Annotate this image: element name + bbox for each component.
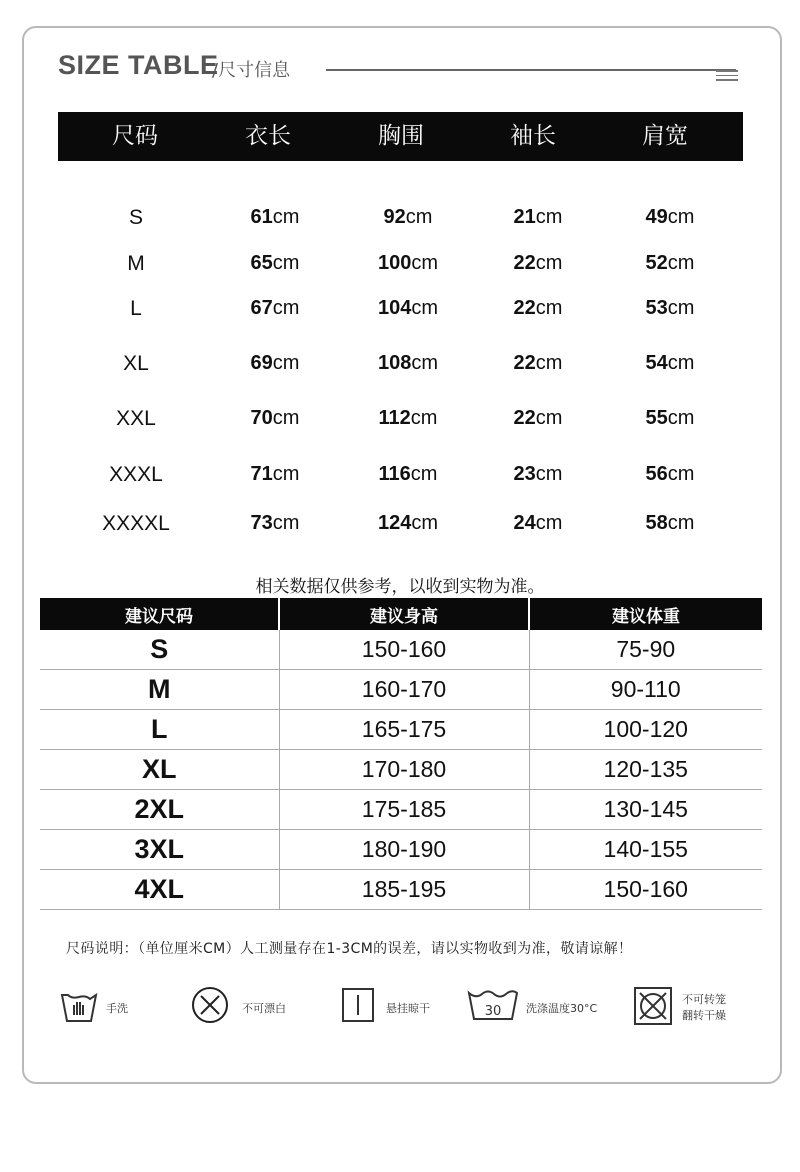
care-label-wash-30: 洗涤温度30°C bbox=[526, 1002, 598, 1015]
care-label-no-tumble-2: 翻转干燥 bbox=[682, 1009, 726, 1022]
title-chinese: /尺寸信息 bbox=[212, 60, 291, 81]
title-divider bbox=[326, 69, 736, 71]
measure-cell-sleeve: 23cm bbox=[513, 463, 563, 485]
wash-temp-text: 30 bbox=[484, 1004, 502, 1019]
recommend-cell-size: 4XL bbox=[40, 870, 279, 910]
recommend-row bbox=[40, 630, 762, 670]
recommend-row bbox=[40, 670, 762, 710]
measure-table-header bbox=[58, 112, 743, 161]
recommend-cell-height: 160-170 bbox=[279, 670, 529, 710]
recommend-cell-height: 165-175 bbox=[279, 710, 529, 750]
measure-cell-length: 69cm bbox=[250, 352, 300, 374]
col-length: 衣长 bbox=[245, 123, 291, 149]
measure-row bbox=[58, 463, 743, 493]
col-chest: 胸围 bbox=[378, 123, 424, 149]
recommend-row bbox=[40, 790, 762, 830]
recommend-cell-height: 180-190 bbox=[279, 830, 529, 870]
care-no-bleach bbox=[190, 985, 286, 1035]
measure-cell-chest: 112cm bbox=[378, 407, 438, 429]
measure-cell-length: 73cm bbox=[250, 512, 300, 534]
menu-icon bbox=[716, 70, 738, 84]
measure-cell-chest: 100cm bbox=[377, 252, 439, 274]
measure-cell-size: XXXL bbox=[109, 463, 163, 486]
measure-cell-size: XL bbox=[123, 352, 149, 375]
col-size: 尺码 bbox=[112, 123, 158, 149]
reference-note: 相关数据仅供参考，以收到实物为准。 bbox=[255, 577, 545, 597]
measure-cell-sleeve: 22cm bbox=[513, 297, 563, 319]
recommend-table bbox=[40, 598, 762, 910]
measure-cell-size: S bbox=[128, 206, 143, 229]
measure-cell-chest: 116cm bbox=[378, 463, 438, 485]
measure-row bbox=[58, 206, 743, 236]
measure-cell-length: 67cm bbox=[250, 297, 300, 319]
no-tumble-dry-icon bbox=[632, 985, 674, 1027]
recommend-cell-weight: 150-160 bbox=[529, 870, 762, 910]
measure-row bbox=[58, 352, 743, 382]
title-english: SIZE TABLE bbox=[58, 50, 219, 80]
recommend-cell-weight: 130-145 bbox=[529, 790, 762, 830]
recommend-cell-size: 2XL bbox=[40, 790, 279, 830]
recommend-row bbox=[40, 750, 762, 790]
no-bleach-icon bbox=[190, 985, 230, 1025]
measure-row bbox=[58, 512, 743, 542]
recommend-cell-height: 175-185 bbox=[279, 790, 529, 830]
measure-cell-sleeve: 24cm bbox=[513, 512, 563, 534]
recommend-cell-weight: 75-90 bbox=[529, 630, 762, 670]
measure-cell-sleeve: 22cm bbox=[513, 352, 563, 374]
recommend-cell-height: 150-160 bbox=[279, 630, 529, 670]
measure-cell-size: M bbox=[127, 252, 145, 275]
care-hang-dry bbox=[340, 985, 430, 1035]
measure-cell-sleeve: 22cm bbox=[513, 407, 563, 429]
measure-cell-shoulder: 58cm bbox=[645, 512, 695, 534]
measure-cell-size: XXXXL bbox=[102, 512, 170, 535]
recommend-cell-size: M bbox=[40, 670, 279, 710]
size-card bbox=[22, 26, 782, 1084]
measure-cell-shoulder: 55cm bbox=[645, 407, 695, 429]
measure-cell-shoulder: 49cm bbox=[645, 206, 695, 228]
measure-cell-chest: 124cm bbox=[377, 512, 439, 534]
hang-dry-icon bbox=[340, 985, 376, 1025]
measure-row bbox=[58, 407, 743, 437]
care-label-hang-dry: 悬挂晾干 bbox=[386, 1002, 430, 1015]
care-label-hand-wash: 手洗 bbox=[106, 1002, 128, 1015]
hand-wash-icon bbox=[58, 985, 100, 1027]
recommend-cell-height: 170-180 bbox=[279, 750, 529, 790]
size-footnote: 尺码说明：（单位厘米CM）人工测量存在1-3CM的误差，请以实物收到为准，敬请谅解！ bbox=[66, 941, 633, 957]
recommend-cell-size: S bbox=[40, 630, 279, 670]
measure-cell-size: L bbox=[130, 297, 142, 320]
recommend-cell-weight: 140-155 bbox=[529, 830, 762, 870]
recommend-cell-size: 3XL bbox=[40, 830, 279, 870]
wash-30-icon bbox=[466, 985, 520, 1025]
measure-cell-length: 65cm bbox=[250, 252, 300, 274]
care-label-no-bleach: 不可漂白 bbox=[242, 1002, 286, 1015]
care-no-tumble-dry bbox=[632, 985, 726, 1035]
recommend-cell-height: 185-195 bbox=[279, 870, 529, 910]
measure-cell-shoulder: 52cm bbox=[645, 252, 695, 274]
col-rec-height: 建议身高 bbox=[279, 598, 529, 630]
measure-cell-size: XXL bbox=[116, 407, 156, 430]
measure-cell-sleeve: 22cm bbox=[513, 252, 563, 274]
col-rec-weight: 建议体重 bbox=[529, 598, 762, 630]
recommend-cell-size: L bbox=[40, 710, 279, 750]
care-label-no-tumble-1: 不可转笼 bbox=[682, 993, 726, 1006]
measure-cell-shoulder: 56cm bbox=[645, 463, 695, 485]
col-shoulder: 肩宽 bbox=[642, 123, 688, 149]
col-sleeve: 袖长 bbox=[510, 123, 556, 149]
measure-cell-length: 61cm bbox=[250, 206, 300, 228]
measure-cell-length: 70cm bbox=[250, 407, 300, 429]
measure-cell-sleeve: 21cm bbox=[513, 206, 563, 228]
care-wash-30 bbox=[466, 985, 598, 1035]
recommend-row bbox=[40, 870, 762, 910]
measure-row bbox=[58, 252, 743, 282]
measure-row bbox=[58, 297, 743, 327]
col-rec-size: 建议尺码 bbox=[40, 598, 279, 630]
measure-cell-shoulder: 54cm bbox=[645, 352, 695, 374]
recommend-cell-weight: 120-135 bbox=[529, 750, 762, 790]
measure-cell-chest: 92cm bbox=[383, 206, 433, 228]
measure-cell-chest: 104cm bbox=[377, 297, 439, 319]
measure-cell-length: 71cm bbox=[250, 463, 300, 485]
recommend-cell-size: XL bbox=[40, 750, 279, 790]
recommend-cell-weight: 90-110 bbox=[529, 670, 762, 710]
measure-cell-chest: 108cm bbox=[377, 352, 439, 374]
care-hand-wash bbox=[58, 985, 128, 1035]
measure-cell-shoulder: 53cm bbox=[645, 297, 695, 319]
recommend-cell-weight: 100-120 bbox=[529, 710, 762, 750]
recommend-row bbox=[40, 830, 762, 870]
recommend-row bbox=[40, 710, 762, 750]
